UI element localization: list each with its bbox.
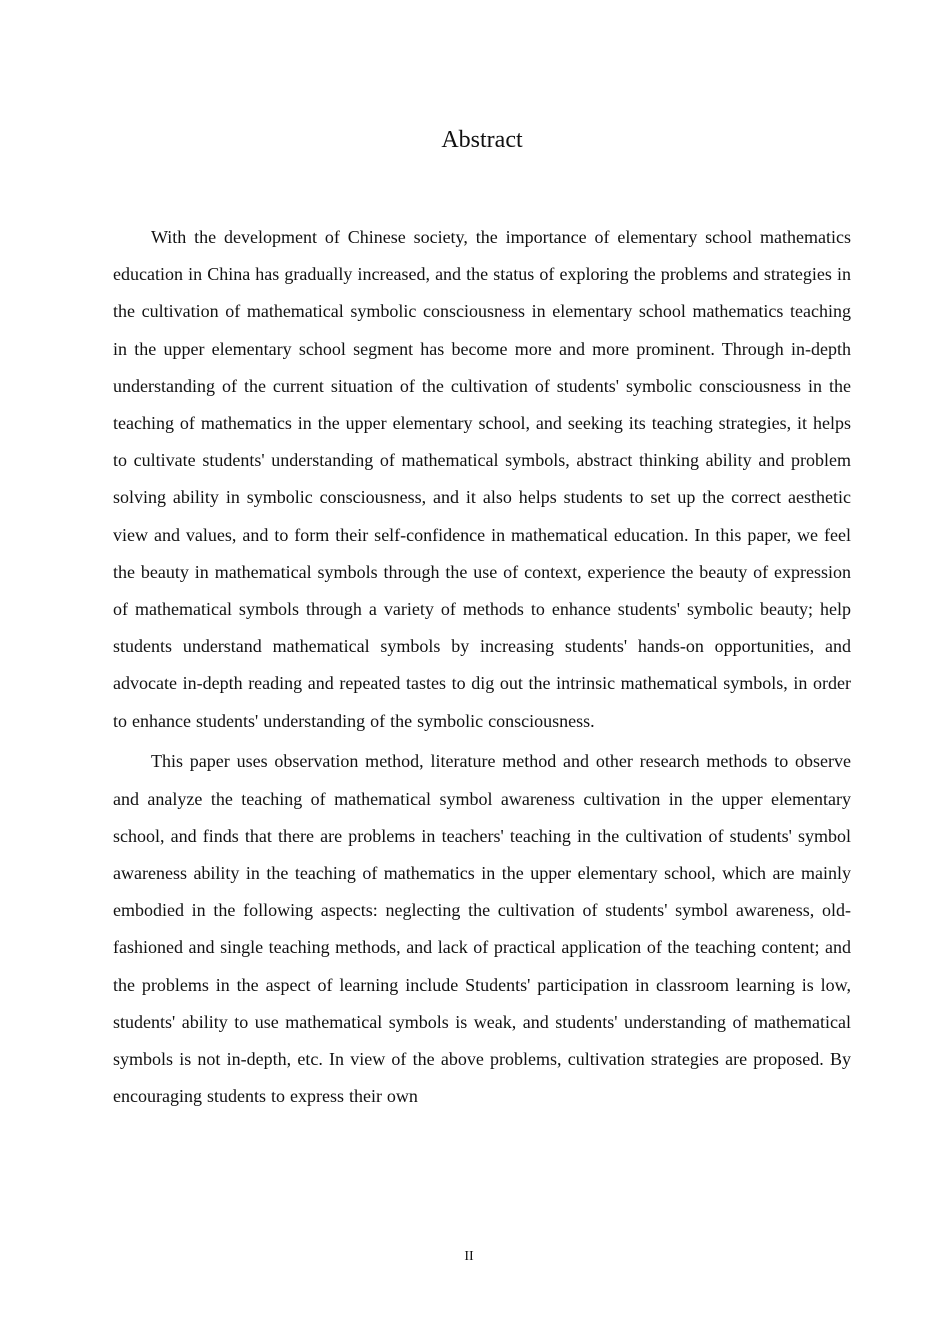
abstract-title: Abstract (441, 127, 523, 153)
abstract-body (113, 219, 851, 1119)
abstract-paragraph-1: With the development of Chinese society, the importance of elementary school mathematics education in China has gradually increased, and the status of exploring the problems and strategies in the cultivation of mathematical symbolic consciousness in elementary school mathematics teaching in the upper elementary school segment has become more and more prominent. Through in-depth understanding of the current situation of the cultivation of students' symbolic consciousness in the teaching of mathematics in the upper elementary school, and seeking its teaching strategies, it helps to cultivate students' understanding of mathematical symbols, abstract thinking ability and problem solving ability in symbolic consciousness, and it also helps students to set up the correct aesthetic view and values, and to form their self-confidence in mathematical education. In this paper, we feel the beauty in mathematical symbols through the use of context, experience the beauty of expression of mathematical symbols through a variety of methods to enhance students' symbolic beauty; help students understand mathematical symbols by increasing students' hands-on opportunities, and advocate in-depth reading and repeated tastes to dig out the intrinsic mathematical symbols, in order to enhance students' understanding of the symbolic consciousness. (113, 227, 851, 731)
page-number: II (464, 1249, 474, 1264)
abstract-paragraph-2: This paper uses observation method, literature method and other research methods to observe and analyze the teaching of mathematical symbol awareness cultivation in the upper elementary school, and finds that there are problems in teachers' teaching in the cultivation of students' symbol awareness ability in the teaching of mathematics in the upper elementary school, which are mainly embodied in the following aspects: neglecting the cultivation of students' symbol awareness, old-fashioned and single teaching methods, and lack of practical application of the teaching content; and the problems in the aspect of learning include Students' participation in classroom learning is low, students' ability to use mathematical symbols is weak, and students' understanding of mathematical symbols is not in-depth, etc. In view of the above problems, cultivation strategies are proposed. By encouraging students to express their own (113, 751, 851, 1107)
